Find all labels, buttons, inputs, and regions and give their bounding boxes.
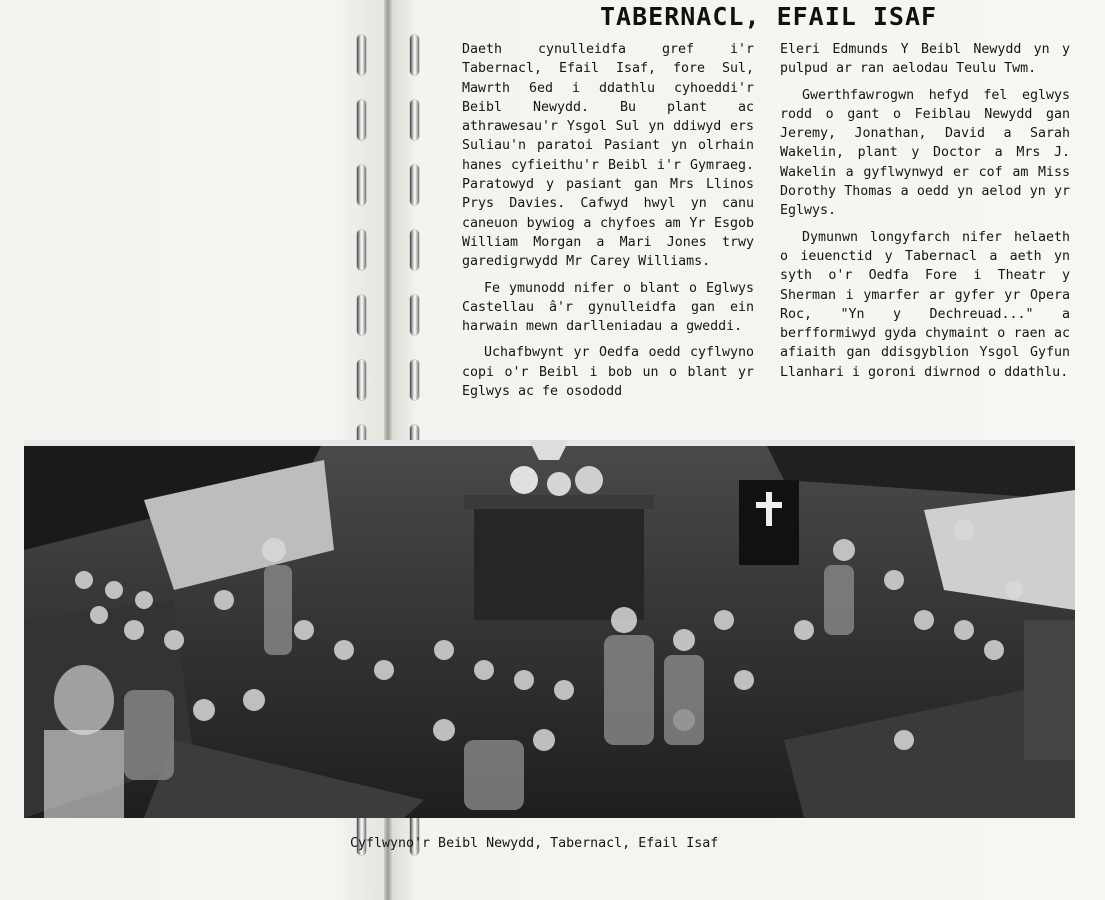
spiral-coil: [357, 295, 366, 335]
church-interior-image: [24, 440, 1075, 818]
paragraph: Fe ymunodd nifer o blant o Eglwys Castellau â'r gynulleidfa gan ein harwain mewn darlleniadau a gweddi.: [462, 280, 754, 335]
paragraph: Daeth cynulleidfa gref i'r Tabernacl, Efail Isaf, fore Sul, Mawrth 6ed i ddathlu cyhoeddi'r Beibl Newydd. Bu plant ac athrawesau'r Ysgol Sul yn ddiwyd ers Suliau'n paratoi Pasiant yn olrhain hanes cyfieithu'r Beibl i'r Gymraeg. Paratowyd y pasiant gan Mrs Llinos Prys Davies. Cafwyd hwyl yn canu caneuon bywiog a chyfoes am Yr Esgob William Morgan a Mari Jones trwy garedigrwydd Mr Carey Williams.: [462, 42, 754, 270]
congregation-photo: [24, 440, 1075, 818]
article-title: TABERNACL, EFAIL ISAF: [600, 2, 938, 31]
photo-caption: Cyflwyno'r Beibl Newydd, Tabernacl, Efail Isaf: [350, 836, 719, 851]
spiral-coil: [357, 230, 366, 270]
spiral-coil: [357, 360, 366, 400]
spiral-coil: [410, 100, 419, 140]
paragraph: Eleri Edmunds Y Beibl Newydd yn y pulpud ar ran aelodau Teulu Twm.: [780, 42, 1070, 77]
paragraph: Dymunwn longyfarch nifer helaeth o ieuenctid y Tabernacl a aeth yn syth o'r Oedfa Fore i Theatr y Sherman i ymarfer ar gyfer yr Opera Roc, "Yn y Dechreuad..." a berfformiwyd gyda chymaint o raen ac afiaith gan ddisgyblion Ysgol Gyfun Llanhari i goroni diwrnod o ddathlu.: [780, 229, 1070, 380]
spiral-coil: [357, 100, 366, 140]
paragraph: Uchafbwynt yr Oedfa oedd cyflwyno copi o'r Beibl i bob un o blant yr Eglwys ac fe osododd: [462, 345, 754, 400]
spiral-coil: [410, 360, 419, 400]
article-column-2: [780, 40, 1070, 389]
article-column-1: [462, 40, 754, 408]
spiral-coil: [410, 165, 419, 205]
spiral-coil: [410, 35, 419, 75]
spiral-coil: [357, 35, 366, 75]
spiral-coil: [410, 230, 419, 270]
spiral-coil: [410, 295, 419, 335]
spiral-coil: [357, 165, 366, 205]
paragraph: Gwerthfawrogwn hefyd fel eglwys rodd o gant o Feiblau Newydd gan Jeremy, Jonathan, David a Sarah Wakelin, plant y Doctor a Mrs J. Wakelin a gyflwynwyd er cof am Miss Dorothy Thomas a oedd yn aelod yn yr Eglwys.: [780, 87, 1070, 219]
